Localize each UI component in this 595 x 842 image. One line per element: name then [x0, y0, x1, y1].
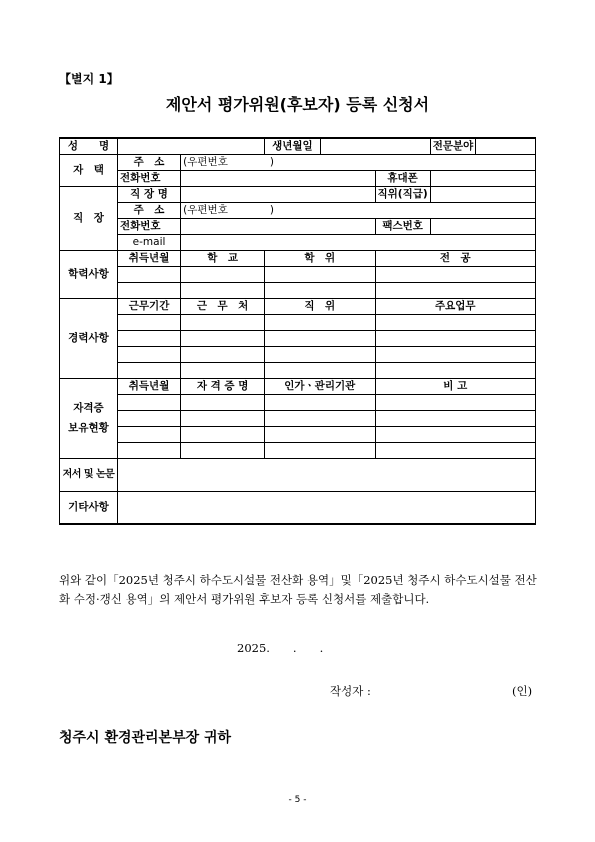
career-cell[interactable] — [117, 346, 180, 362]
other-field[interactable] — [117, 491, 535, 524]
workplace-label: 직 장 명 — [117, 186, 180, 202]
cert-cell[interactable] — [181, 442, 265, 458]
work-phone-label: 전화번호 — [117, 218, 180, 234]
publications-label: 저서 및 논문 — [60, 458, 118, 491]
cert-label — [60, 378, 118, 458]
name-label: 성 명 — [60, 138, 118, 154]
education-cell[interactable] — [375, 266, 535, 282]
mobile-field[interactable] — [430, 170, 535, 186]
career-cell[interactable] — [375, 362, 535, 378]
career-header: 근무기간 — [117, 298, 180, 314]
career-cell[interactable] — [265, 314, 376, 330]
statement-paragraph: 위와 같이「2025년 청주시 하수도시설물 전산화 용역」및「2025년 청주시 하수도시설물 전산화 수정·갱신 용역」의 제안서 평가위원 후보자 등록 신청서를 제출합니다. — [59, 573, 537, 606]
home-address-label: 주 소 — [117, 154, 180, 170]
career-cell[interactable] — [265, 362, 376, 378]
career-label: 경력사항 — [60, 298, 118, 378]
date-line: 2025. . . — [237, 641, 324, 655]
cert-cell[interactable] — [117, 394, 180, 410]
cert-label-line1: 자격증 — [73, 402, 104, 414]
cert-label-line2: 보유현황 — [68, 422, 109, 434]
cert-cell[interactable] — [117, 442, 180, 458]
cert-cell[interactable] — [117, 426, 180, 442]
fax-label: 팩스번호 — [375, 218, 430, 234]
work-address-field[interactable] — [181, 202, 536, 218]
position-field[interactable] — [430, 186, 535, 202]
mobile-label: 휴대폰 — [375, 170, 430, 186]
career-cell[interactable] — [375, 314, 535, 330]
education-cell[interactable] — [117, 282, 180, 298]
addressee: 청주시 환경관리본부장 귀하 — [59, 730, 232, 746]
publications-field[interactable] — [117, 458, 535, 491]
cert-cell[interactable] — [375, 394, 535, 410]
page-title: 제안서 평가위원(후보자) 등록 신청서 — [165, 95, 430, 114]
career-cell[interactable] — [117, 330, 180, 346]
work-address-label: 주 소 — [117, 202, 180, 218]
career-cell[interactable] — [265, 346, 376, 362]
cert-cell[interactable] — [265, 410, 376, 426]
education-cell[interactable] — [265, 282, 376, 298]
page-number: - 5 - — [288, 795, 307, 805]
workplace-field[interactable] — [181, 186, 375, 202]
work-label: 직 장 — [60, 186, 118, 250]
education-header: 학 위 — [265, 250, 376, 266]
career-cell[interactable] — [181, 314, 265, 330]
application-form-table — [59, 137, 536, 525]
birth-label: 생년월일 — [265, 138, 321, 154]
cert-cell[interactable] — [181, 426, 265, 442]
career-cell[interactable] — [181, 362, 265, 378]
education-label: 학력사항 — [60, 250, 118, 298]
career-cell[interactable] — [375, 346, 535, 362]
postal-hint: (우편번호 ) — [183, 155, 274, 168]
career-cell[interactable] — [375, 330, 535, 346]
email-field[interactable] — [181, 234, 536, 250]
field-label: 전문분야 — [430, 138, 476, 154]
education-header: 취득년월 — [117, 250, 180, 266]
cert-header: 비 고 — [375, 378, 535, 394]
career-header: 주요업무 — [375, 298, 535, 314]
cert-cell[interactable] — [375, 442, 535, 458]
cert-header: 자 격 증 명 — [181, 378, 265, 394]
education-cell[interactable] — [375, 282, 535, 298]
position-label: 직위(직급) — [375, 186, 430, 202]
work-phone-field[interactable] — [181, 218, 375, 234]
education-cell[interactable] — [265, 266, 376, 282]
home-phone-label: 전화번호 — [117, 170, 180, 186]
home-phone-field[interactable] — [181, 170, 375, 186]
education-cell[interactable] — [181, 282, 265, 298]
cert-cell[interactable] — [265, 442, 376, 458]
field-field[interactable] — [476, 138, 536, 154]
cert-cell[interactable] — [375, 426, 535, 442]
career-cell[interactable] — [265, 330, 376, 346]
seal-label: (인) — [512, 684, 533, 698]
fax-field[interactable] — [430, 218, 535, 234]
cert-cell[interactable] — [375, 410, 535, 426]
career-header: 근 무 처 — [181, 298, 265, 314]
cert-header: 인가ㆍ관리기관 — [265, 378, 376, 394]
cert-cell[interactable] — [117, 410, 180, 426]
birth-field[interactable] — [320, 138, 430, 154]
career-cell[interactable] — [117, 362, 180, 378]
writer-label: 작성자 : — [330, 684, 371, 698]
cert-header: 취득년월 — [117, 378, 180, 394]
cert-cell[interactable] — [265, 394, 376, 410]
education-header: 학 교 — [181, 250, 265, 266]
name-field[interactable] — [117, 138, 264, 154]
career-cell[interactable] — [181, 346, 265, 362]
home-address-field[interactable] — [181, 154, 536, 170]
education-cell[interactable] — [181, 266, 265, 282]
other-label: 기타사항 — [60, 491, 118, 524]
career-header: 직 위 — [265, 298, 376, 314]
cert-cell[interactable] — [181, 394, 265, 410]
cert-cell[interactable] — [265, 426, 376, 442]
career-cell[interactable] — [117, 314, 180, 330]
cert-cell[interactable] — [181, 410, 265, 426]
attachment-label: 【별지 1】 — [59, 72, 119, 86]
email-label: e-mail — [117, 234, 180, 250]
home-label: 자 택 — [60, 154, 118, 186]
career-cell[interactable] — [181, 330, 265, 346]
education-header: 전 공 — [375, 250, 535, 266]
education-cell[interactable] — [117, 266, 180, 282]
postal-hint: (우편번호 ) — [183, 203, 274, 216]
